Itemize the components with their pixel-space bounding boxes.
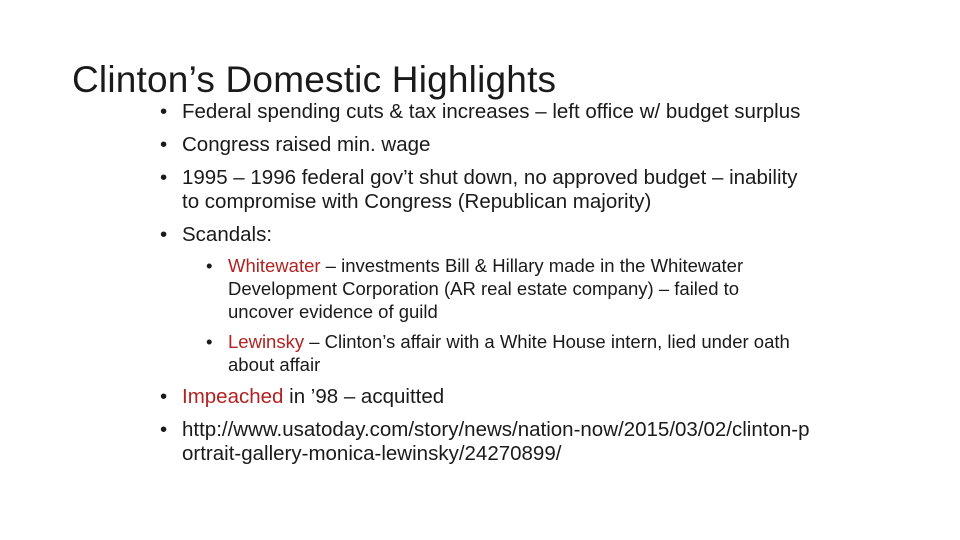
bullet-shutdown: • 1995 – 1996 federal gov’t shut down, no approved budget – inability to compromise with Congress (Republican majority) (158, 166, 818, 214)
bullet-min-wage: • Congress raised min. wage (158, 133, 818, 157)
bullet-scandals (158, 223, 818, 376)
sub-bullet-lewinsky (204, 330, 808, 376)
scandals-sublist (204, 254, 818, 376)
sub-bullet-whitewater (204, 254, 808, 323)
lewinsky-text: – Clinton’s affair with a White House intern, lied under oath about affair (228, 331, 790, 375)
impeached-term: Impeached (182, 385, 284, 408)
impeached-text: in ’98 – acquitted (283, 385, 445, 408)
bullet-list (158, 100, 818, 466)
lewinsky-term: Lewinsky (228, 331, 305, 352)
slide-title: Clinton’s Domestic Highlights (72, 59, 557, 100)
bullet-impeached (158, 385, 818, 409)
whitewater-text: – investments Bill & Hillary made in the Whitewater Development Corporation (AR real estate company) – failed to uncover evidence of guild (228, 255, 744, 322)
bullet-budget: • Federal spending cuts & tax increases – left office w/ budget surplus (158, 100, 818, 124)
whitewater-term: Whitewater (228, 255, 321, 276)
scandals-label: Scandals: (182, 223, 273, 246)
bullet-source-link[interactable]: • http://www.usatoday.com/story/news/nation-now/2015/03/02/clinton-portrait-gallery-monica-lewinsky/24270899/ (158, 418, 818, 466)
slide-body (158, 100, 818, 475)
